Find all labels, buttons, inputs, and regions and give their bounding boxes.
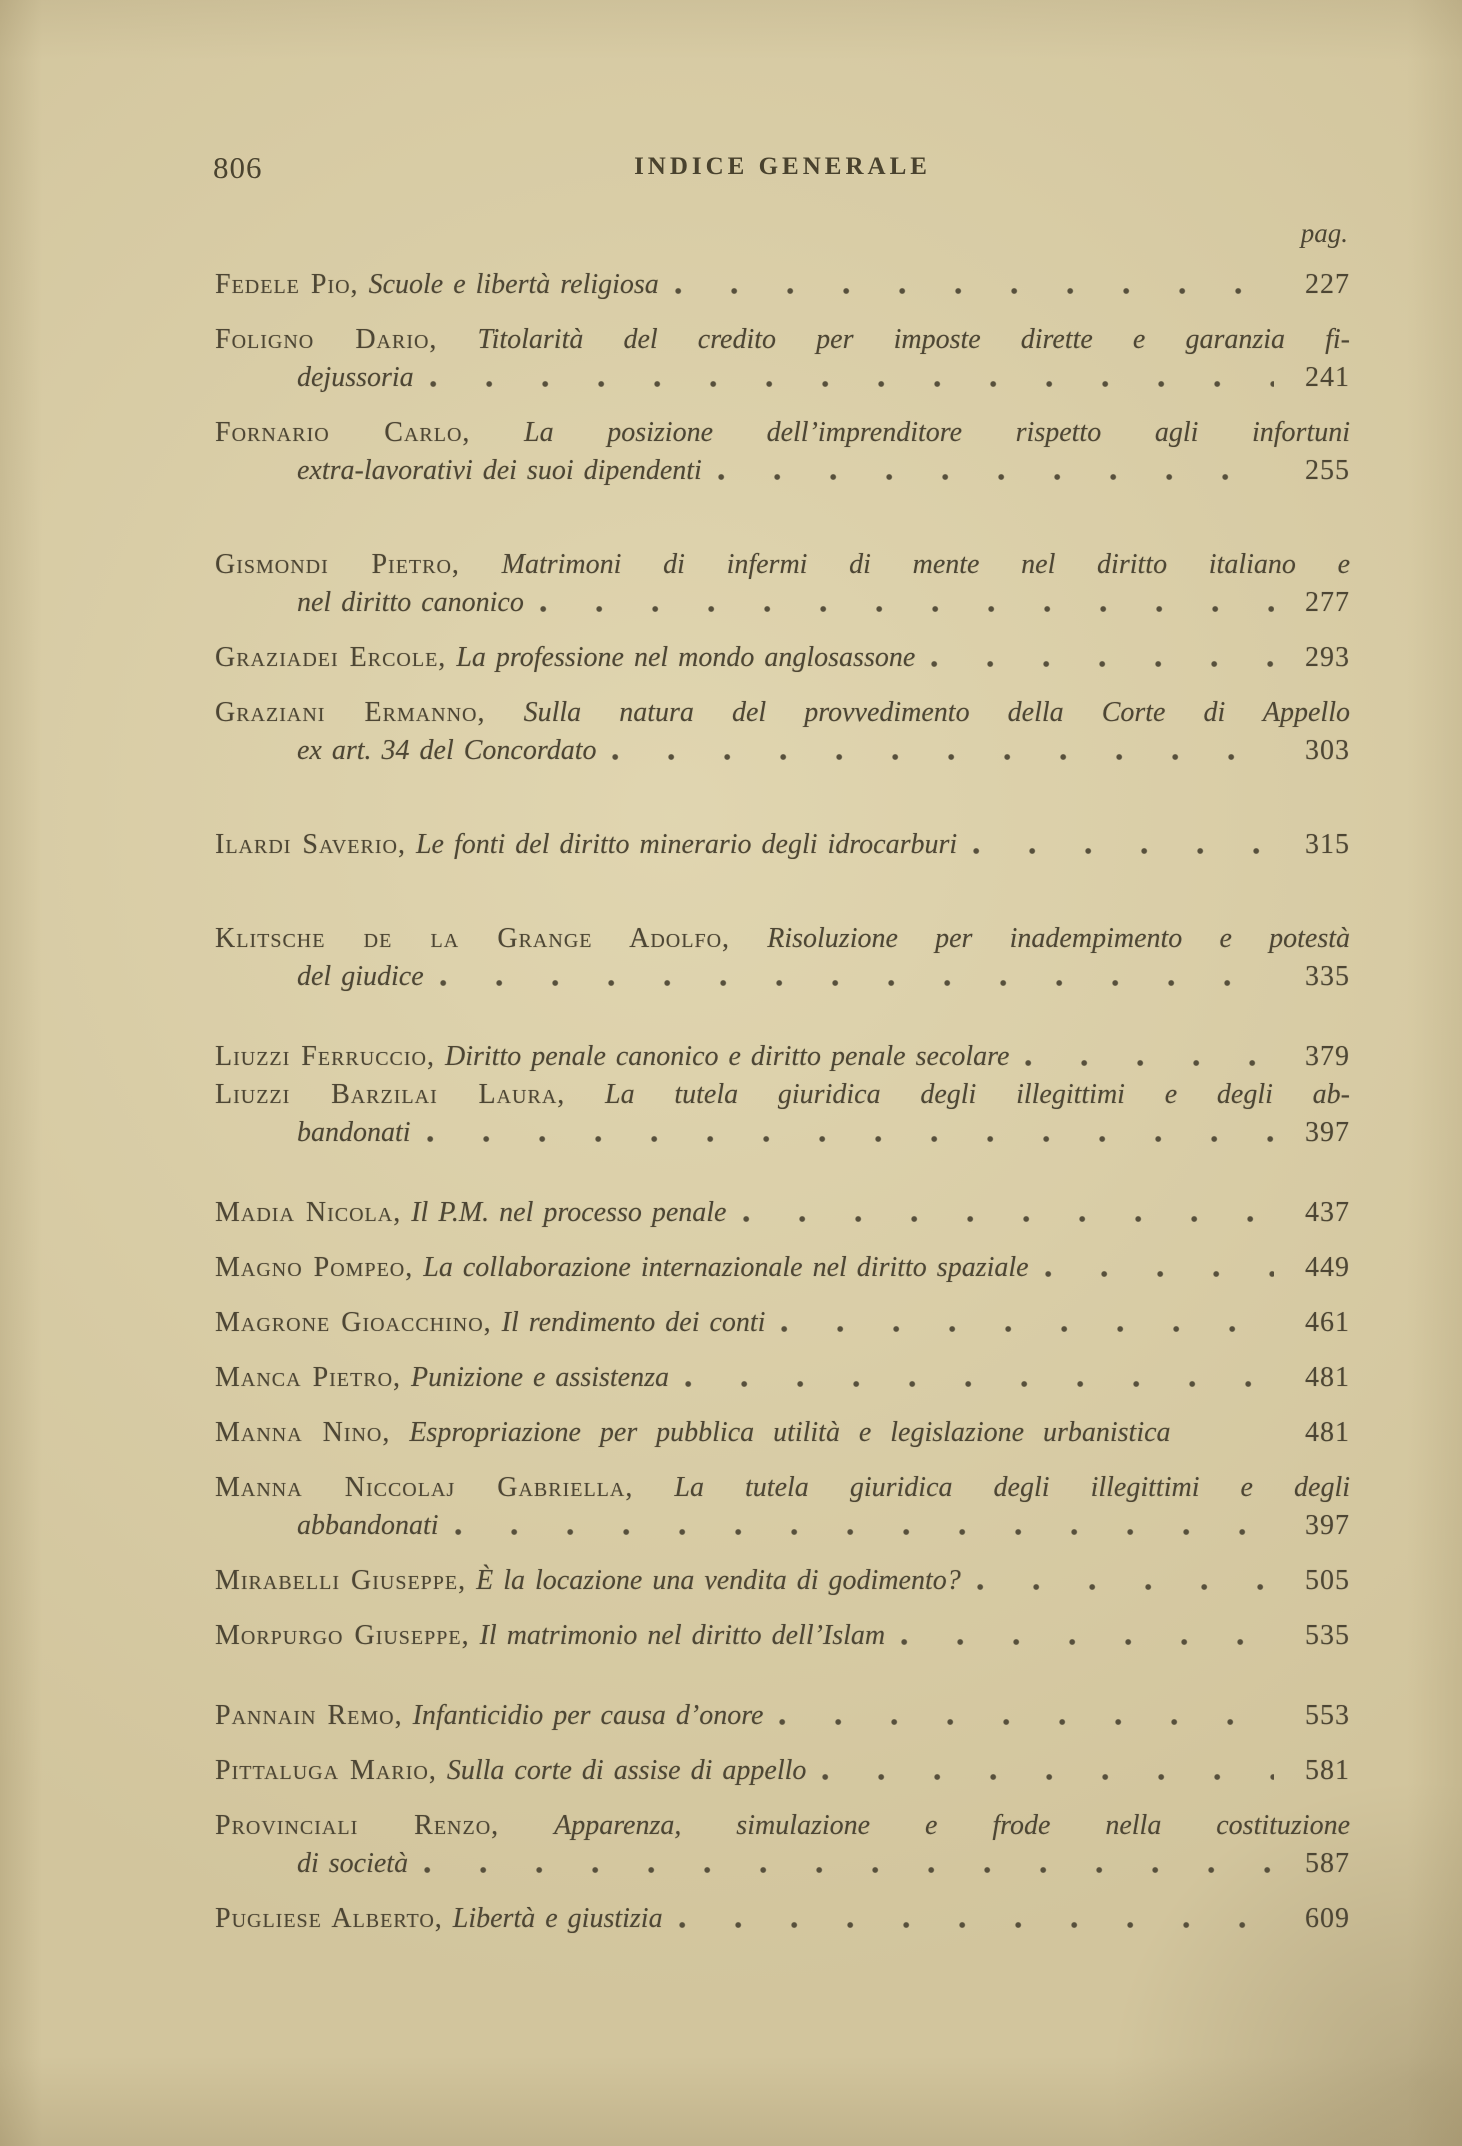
toc-entry (215, 1249, 1350, 1287)
toc-entry-page: 227 (1305, 269, 1350, 300)
toc-entry-author: Graziadei Ercole, (215, 642, 447, 673)
dot-leader (1045, 1267, 1274, 1281)
toc-entry-author: Graziani Ermanno, (215, 697, 486, 728)
toc-entry-page: 553 (1305, 1700, 1350, 1731)
toc-entry (215, 1038, 1350, 1076)
toc-entry-continuation: ex art. 34 del Concordato (297, 735, 597, 766)
running-title: INDICE GENERALE (634, 153, 931, 180)
toc-entry-page: 505 (1305, 1565, 1350, 1596)
toc-entry-continuation: dejussoria (297, 362, 414, 393)
toc-entry-page: 293 (1305, 642, 1350, 673)
page-column-label: pag. (1300, 218, 1348, 248)
toc-entry-title: È la locazione una vendita di godimento? (476, 1565, 961, 1596)
toc-entry-author: Fedele Pio, (215, 269, 359, 300)
toc-entry-title: Sulla corte di assise di appello (446, 1755, 807, 1786)
toc-entry (215, 639, 1350, 677)
toc-entry-title: Libertà e giustizia (452, 1903, 663, 1934)
toc-entry (215, 1076, 1350, 1152)
toc-entry-author: Manna Niccolaj Gabriella, (215, 1472, 634, 1503)
toc-entry-page: 277 (1305, 587, 1350, 618)
toc-entry-title: Infanticidio per causa d’onore (412, 1700, 764, 1731)
toc-entry-author: Pittaluga Mario, (215, 1755, 437, 1786)
toc-entry (215, 826, 1350, 864)
toc-entry (215, 1304, 1350, 1342)
toc-entry-author: Manca Pietro, (215, 1362, 402, 1393)
dot-leader (430, 377, 1274, 391)
toc-entry (215, 546, 1350, 622)
dot-leader (901, 1635, 1274, 1649)
toc-entry-continuation: di società (297, 1848, 409, 1879)
toc-entry-title: La professione nel mondo anglosassone (456, 642, 916, 673)
toc-entry-page: 303 (1305, 735, 1350, 766)
toc-entry-page: 481 (1305, 1417, 1351, 1448)
dot-leader (822, 1770, 1274, 1784)
dot-leader (424, 1863, 1274, 1877)
toc-entry-page: 461 (1305, 1307, 1350, 1338)
dot-leader (679, 1918, 1274, 1932)
toc-entry-author: Ilardi Saverio, (215, 829, 406, 860)
toc-entry (215, 1752, 1350, 1790)
toc-entry-page: 397 (1305, 1510, 1350, 1541)
toc-entry (215, 1807, 1350, 1883)
toc-entry-title: La collaborazione internazionale nel diritto spaziale (423, 1252, 1029, 1283)
dot-leader (612, 750, 1274, 764)
dot-leader (427, 1132, 1274, 1146)
toc-entry-author: Liuzzi Ferruccio, (215, 1041, 435, 1072)
toc-entry-author: Magno Pompeo, (215, 1252, 414, 1283)
folio-number: 806 (213, 150, 263, 185)
dot-leader (779, 1715, 1274, 1729)
toc-entry-author: Klitsche de la Grange Adolfo, (215, 923, 731, 954)
toc-entry-title: La posizione dell’imprenditore rispetto agli infortuni (524, 417, 1350, 448)
toc-entry-title: Diritto penale canonico e diritto penale secolare (445, 1041, 1010, 1072)
dot-leader (1203, 1432, 1274, 1446)
dot-leader (440, 976, 1274, 990)
toc-entry (215, 920, 1350, 996)
toc-entry-author: Mirabelli Giuseppe, (215, 1565, 467, 1596)
toc-entry (215, 1194, 1350, 1232)
toc-entry-title: Titolarità del credito per imposte dirette e garanzia fi- (477, 324, 1350, 355)
toc-entry-page: 535 (1305, 1620, 1350, 1651)
toc-entry-page: 397 (1305, 1117, 1350, 1148)
toc-entry-title: Espropriazione per pubblica utilità e legislazione urbanistica (409, 1417, 1171, 1448)
toc-entry-continuation: del giudice (297, 961, 424, 992)
toc-entry-author: Provinciali Renzo, (215, 1810, 500, 1841)
toc-entry-page: 315 (1305, 829, 1350, 860)
toc-entry-author: Liuzzi Barzilai Laura, (215, 1079, 566, 1110)
toc-entry-author: Magrone Gioacchino, (215, 1307, 492, 1338)
toc-entry (215, 414, 1350, 490)
toc-entry-author: Fornario Carlo, (215, 417, 471, 448)
toc-entry-page: 255 (1305, 455, 1350, 486)
scanned-page (215, 150, 1350, 1938)
toc-entry-title: Il matrimonio nel diritto dell’Islam (479, 1620, 886, 1651)
toc-entry-page: 609 (1305, 1903, 1350, 1934)
toc-entry (215, 266, 1350, 304)
toc-entry-page: 335 (1305, 961, 1350, 992)
toc-entry-page: 587 (1305, 1848, 1350, 1879)
toc-entry-title: Il P.M. nel processo penale (411, 1197, 727, 1228)
toc-entry-author: Morpurgo Giuseppe, (215, 1620, 470, 1651)
table-of-contents (215, 266, 1350, 1938)
toc-entry-page: 379 (1305, 1041, 1350, 1072)
toc-entry-title: Il rendimento dei conti (501, 1307, 766, 1338)
toc-entry-title: Apparenza, simulazione e frode nella costituzione (554, 1810, 1351, 1841)
toc-entry-continuation: nel diritto canonico (297, 587, 524, 618)
toc-entry-author: Pannain Remo, (215, 1700, 403, 1731)
toc-entry-author: Pugliese Alberto, (215, 1903, 443, 1934)
dot-leader (540, 602, 1274, 616)
toc-entry-title: Punizione e assistenza (411, 1362, 670, 1393)
dot-leader (1025, 1056, 1274, 1070)
dot-leader (977, 1580, 1274, 1594)
dot-leader (675, 284, 1274, 298)
toc-entry-page: 481 (1305, 1362, 1350, 1393)
toc-entry-continuation: bandonati (297, 1117, 411, 1148)
toc-entry (215, 1414, 1350, 1452)
page-header (215, 150, 1350, 192)
toc-entry (215, 1359, 1350, 1397)
toc-entry-page: 241 (1305, 362, 1350, 393)
toc-entry-title: Matrimoni di infermi di mente nel diritto italiano e (501, 549, 1351, 580)
toc-entry (215, 1469, 1350, 1545)
toc-entry (215, 1562, 1350, 1600)
dot-leader (743, 1212, 1275, 1226)
toc-entry (215, 1697, 1350, 1735)
toc-entry (215, 1617, 1350, 1655)
dot-leader (973, 844, 1274, 858)
toc-entry (215, 321, 1350, 397)
dot-leader (718, 470, 1274, 484)
toc-entry-title: Sulla natura del provvedimento della Corte di Appello (523, 697, 1350, 728)
toc-entry-author: Manna Nino, (215, 1417, 391, 1448)
toc-entry-author: Gismondi Pietro, (215, 549, 460, 580)
dot-leader (931, 657, 1274, 671)
toc-entry-title: Risoluzione per inadempimento e potestà (767, 923, 1351, 954)
dot-leader (781, 1322, 1274, 1336)
toc-entry-continuation: abbandonati (297, 1510, 439, 1541)
toc-entry-page: 449 (1305, 1252, 1350, 1283)
toc-entry-title: Le fonti del diritto minerario degli idrocarburi (415, 829, 958, 860)
toc-entry-title: La tutela giuridica degli illegittimi e degli ab- (605, 1079, 1350, 1110)
toc-entry-continuation: extra-lavorativi dei suoi dipendenti (297, 455, 702, 486)
toc-entry-title: Scuole e libertà religiosa (368, 269, 659, 300)
toc-entry (215, 694, 1350, 770)
toc-entry (215, 1900, 1350, 1938)
dot-leader (455, 1525, 1274, 1539)
toc-entry-author: Foligno Dario, (215, 324, 438, 355)
toc-entry-page: 437 (1305, 1197, 1350, 1228)
toc-entry-page: 581 (1305, 1755, 1350, 1786)
toc-entry-author: Madia Nicola, (215, 1197, 402, 1228)
dot-leader (685, 1377, 1274, 1391)
toc-entry-title: La tutela giuridica degli illegittimi e degli (674, 1472, 1350, 1503)
